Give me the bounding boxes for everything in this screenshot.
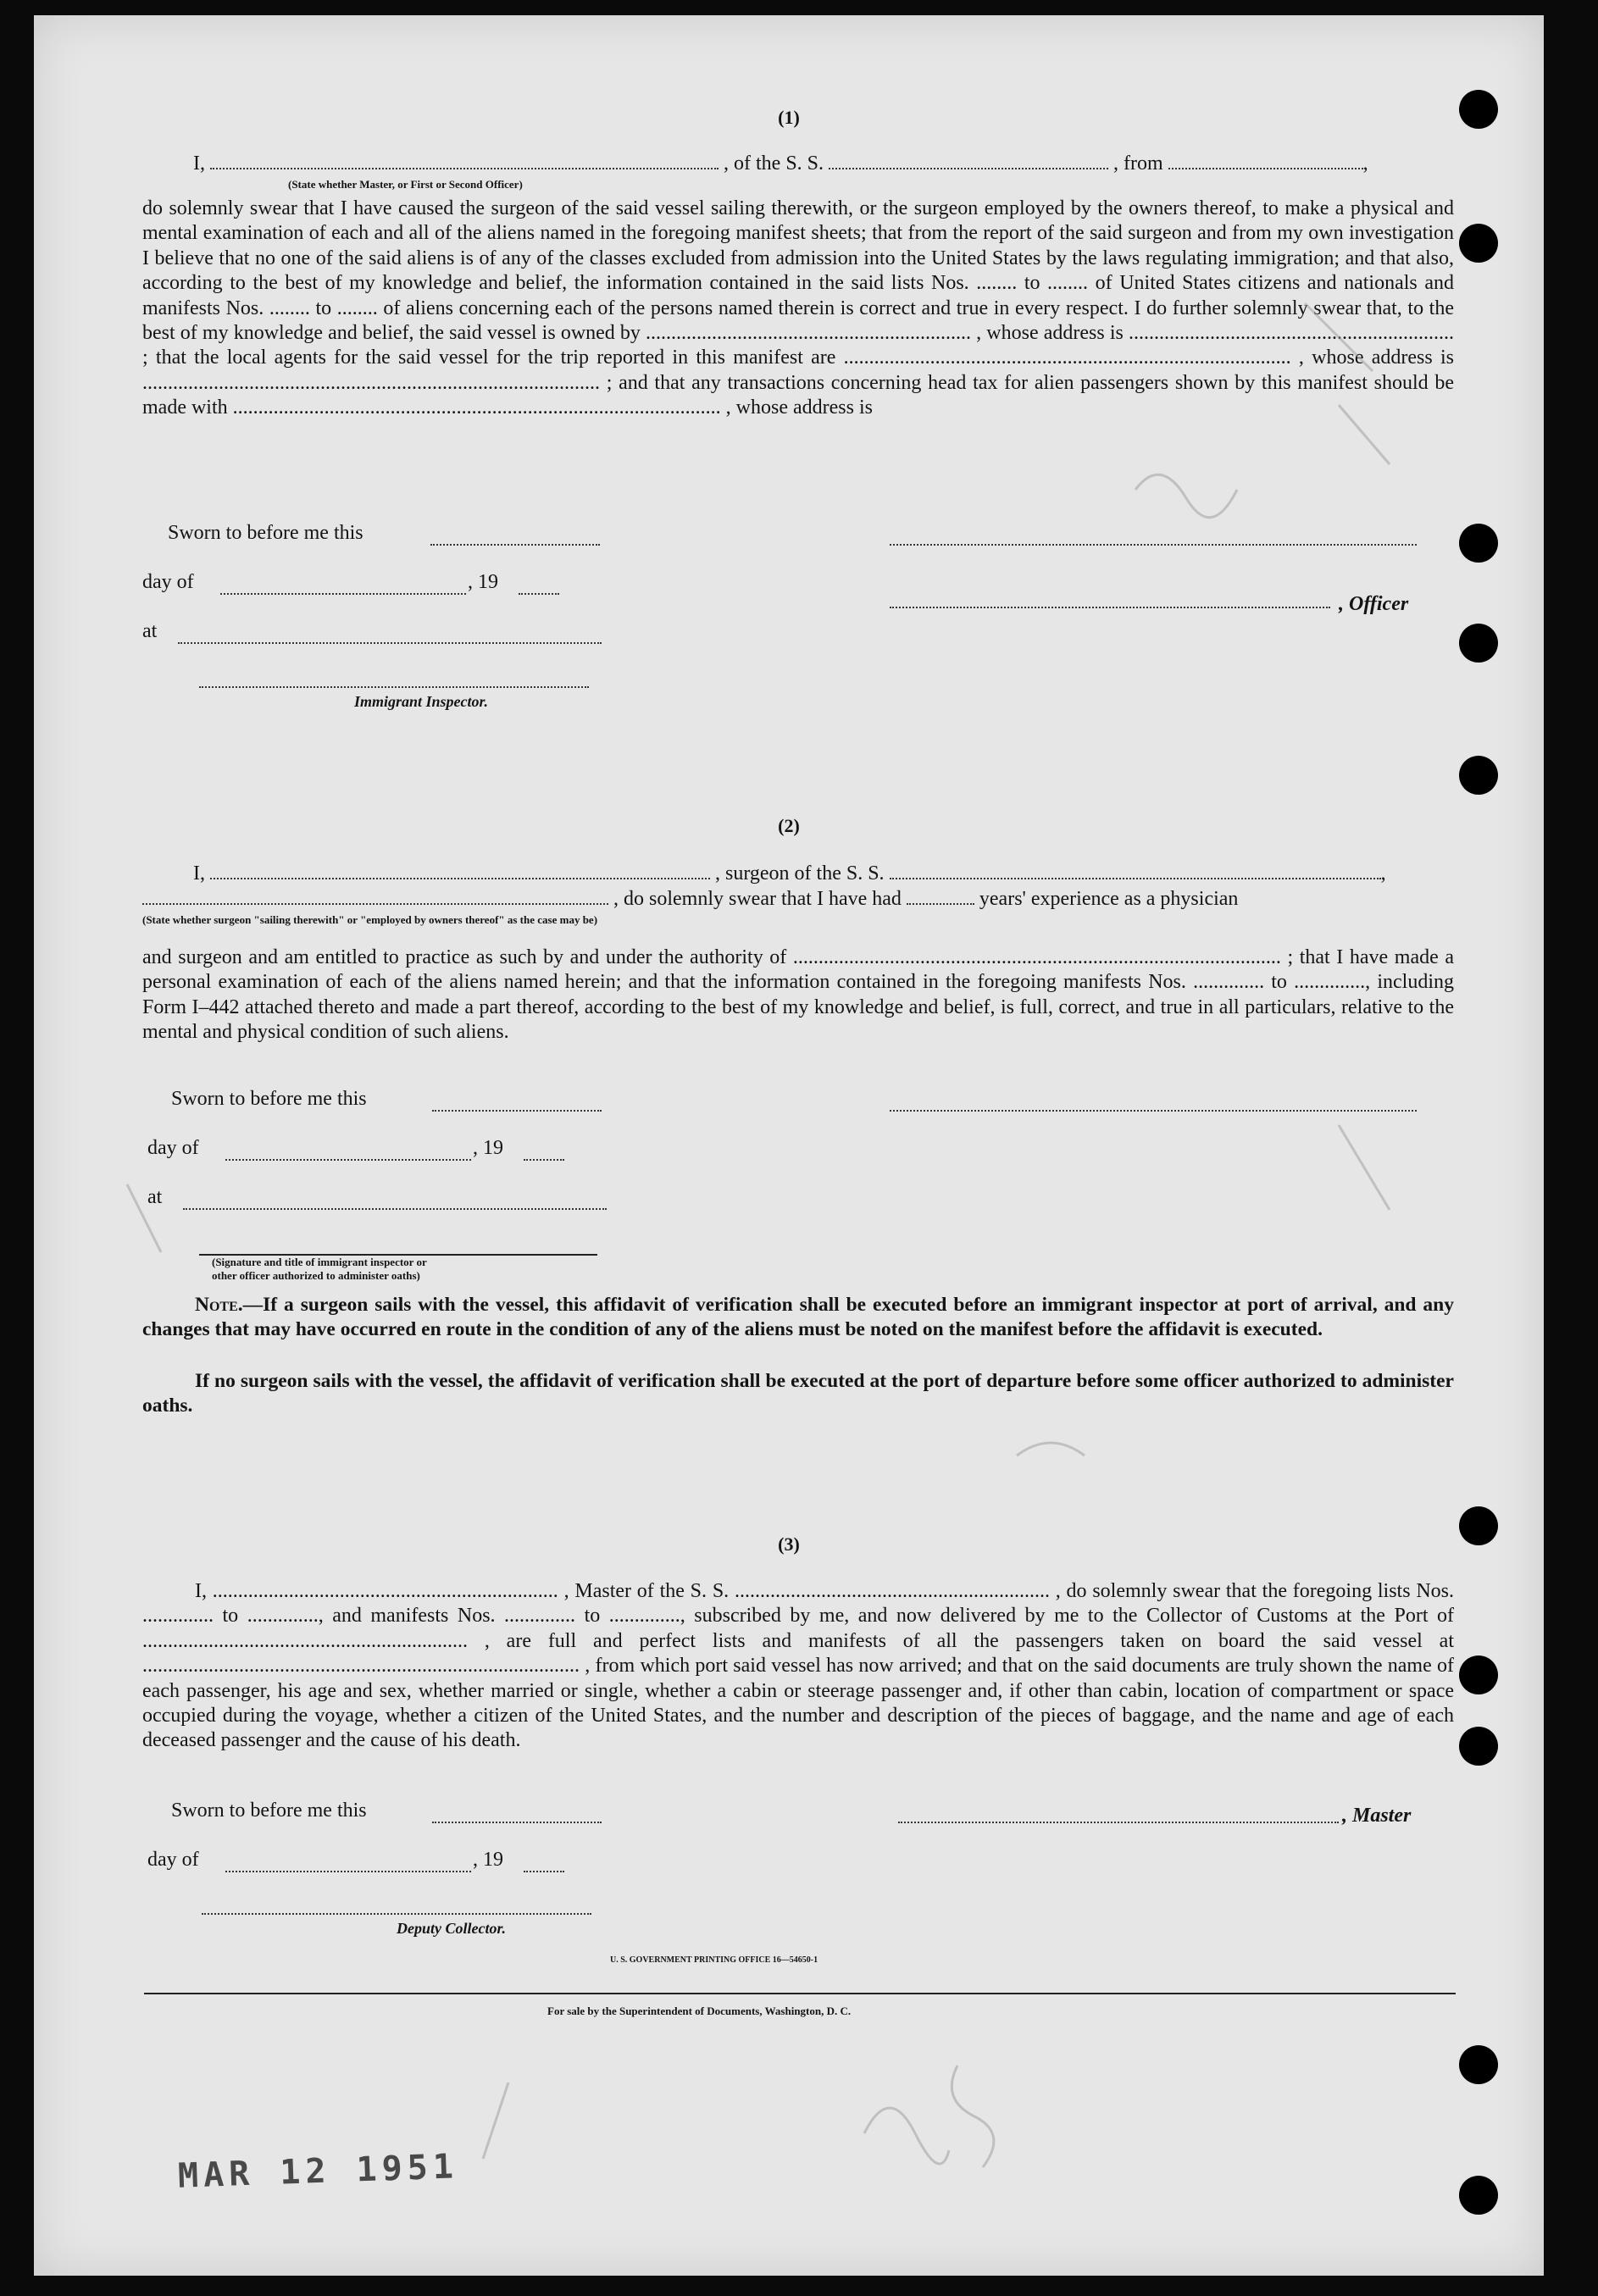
section-3-number: (3) — [778, 1533, 800, 1555]
at-label-2: at — [147, 1186, 163, 1208]
section-2-note-2: If no surgeon sails with the vessel, the affidavit of verification shall be executed at the port of departure before some officer authorized to administer oaths. — [142, 1370, 1454, 1417]
printing-office-imprint: U. S. GOVERNMENT PRINTING OFFICE 16—54650-1 — [610, 1955, 818, 1965]
surgeon-note: (State whether surgeon "sailing therewith" or "employed by owners thereof" as the case may be) — [142, 913, 598, 926]
at-label-1: at — [142, 620, 158, 642]
deputy-collector-label: Deputy Collector. — [397, 1920, 506, 1937]
bleed-through-marks — [34, 15, 1544, 2276]
sworn-label-1: Sworn to before me this — [168, 522, 363, 544]
master-label: , Master — [1342, 1805, 1412, 1827]
immigrant-inspector-label: Immigrant Inspector. — [354, 693, 489, 710]
label-from: , from — [1113, 153, 1163, 175]
label-i: I, — [193, 153, 205, 175]
sworn-label-2: Sworn to before me this — [171, 1088, 367, 1110]
label-of-ss: , of the S. S. — [724, 153, 824, 175]
day-of-label-2: day of — [147, 1137, 199, 1159]
date-stamp: MAR 12 1951 — [177, 2147, 459, 2196]
section-2-experience-line: , do solemnly swear that I have had years' experience as a physician — [142, 888, 1238, 911]
section-1-declarant-line: I, , of the S. S. , from , — [193, 153, 1368, 175]
officer-label: , Officer — [1339, 593, 1409, 615]
label-surgeon-of-ss: , surgeon of the S. S. — [715, 862, 885, 885]
section-3-oath-paragraph: I, .................................................................... , Master of the S. S. .............................................................. , do solemnly swear that the foregoing lists Nos. .............. to .............., and manifests Nos. .............. to .............., subscribed by me, and now delivered by me to the Collector of Customs at the Port of ................................................................ , are full and perfect lists and manifests of all the passengers taken on board the said vessel at ...................................................................................... , from which port said vessel has now arrived; and that on the said documents are truly shown the name of each passenger, his age and sex, whether married or single, whether a cabin or steerage passenger and, if other than cabin, location of compartment or space occupied during the voyage, whether a citizen of the United States, and the number and description of the pieces of baggage, and the name and age of each deceased passenger and the cause of his death. — [142, 1580, 1454, 1752]
document-page — [34, 15, 1544, 2276]
note-label: Note. — [195, 1294, 243, 1316]
sworn-label-3: Sworn to before me this — [171, 1800, 367, 1822]
signature-note-line-1: (Signature and title of immigrant inspector or — [212, 1256, 427, 1268]
year-label-1: , 19 — [468, 571, 498, 593]
for-sale-notice: For sale by the Superintendent of Documents, Washington, D. C. — [547, 2005, 852, 2017]
signature-note-line-2: other officer authorized to administer oaths) — [212, 1269, 420, 1282]
section-2-surgeon-line: I, , surgeon of the S. S. , — [193, 862, 1386, 885]
section-2-oath-paragraph: and surgeon and am entitled to practice as such by and under the authority of ................................................................................................ ; that I have made a personal examination of each of the aliens named herein; and that the information contained in the foregoing manifests Nos. .............. to .............., including Form I–442 attached thereto and made a part thereof, according to the best of my knowledge and belief, is full, correct, and true in all particulars, relative to the mental and physical condition of such aliens. — [142, 946, 1454, 1044]
section-2-number: (2) — [778, 815, 800, 836]
day-of-label-1: day of — [142, 571, 194, 593]
year-label-2: , 19 — [473, 1137, 503, 1159]
officer-note: (State whether Master, or First or Second Officer) — [288, 178, 523, 191]
section-1-oath-paragraph: do solemnly swear that I have caused the surgeon of the said vessel sailing therewith, or the surgeon employed by the owners thereof, to make a physical and mental examination of each and all of the aliens named in the foregoing manifest sheets; that from the report of the said surgeon and from my own investigation I believe that no one of the said aliens is of any of the classes excluded from admission into the United States by the laws regulating immigration; and that also, according to the best of my knowledge and belief, the information contained in the said lists Nos. ........ to ........ of United States citizens and nationals and manifests Nos. ........ to ........ of aliens concerning each of the persons named therein is correct and true in every respect. I do further solemnly swear that, to the best of my knowledge and belief, the said vessel is owned by ................................................................ , whose address is ................................................................ ; that the local agents for the said vessel for the trip reported in this manifest are ........................................................................................ , whose address is .......................................................................................... ; and that any transactions concerning head tax for alien passengers shown by this manifest should be made with ................................................................................................ , whose address is — [142, 197, 1454, 419]
day-of-label-3: day of — [147, 1849, 199, 1871]
year-label-3: , 19 — [473, 1849, 503, 1871]
section-1-number: (1) — [778, 107, 800, 128]
note-text: —If a surgeon sails with the vessel, this affidavit of verification shall be executed before an immigrant inspector at port of arrival, and any changes that may have occurred en route in the condition of any of the aliens must be noted on the manifest before the affidavit is executed. — [142, 1294, 1454, 1341]
